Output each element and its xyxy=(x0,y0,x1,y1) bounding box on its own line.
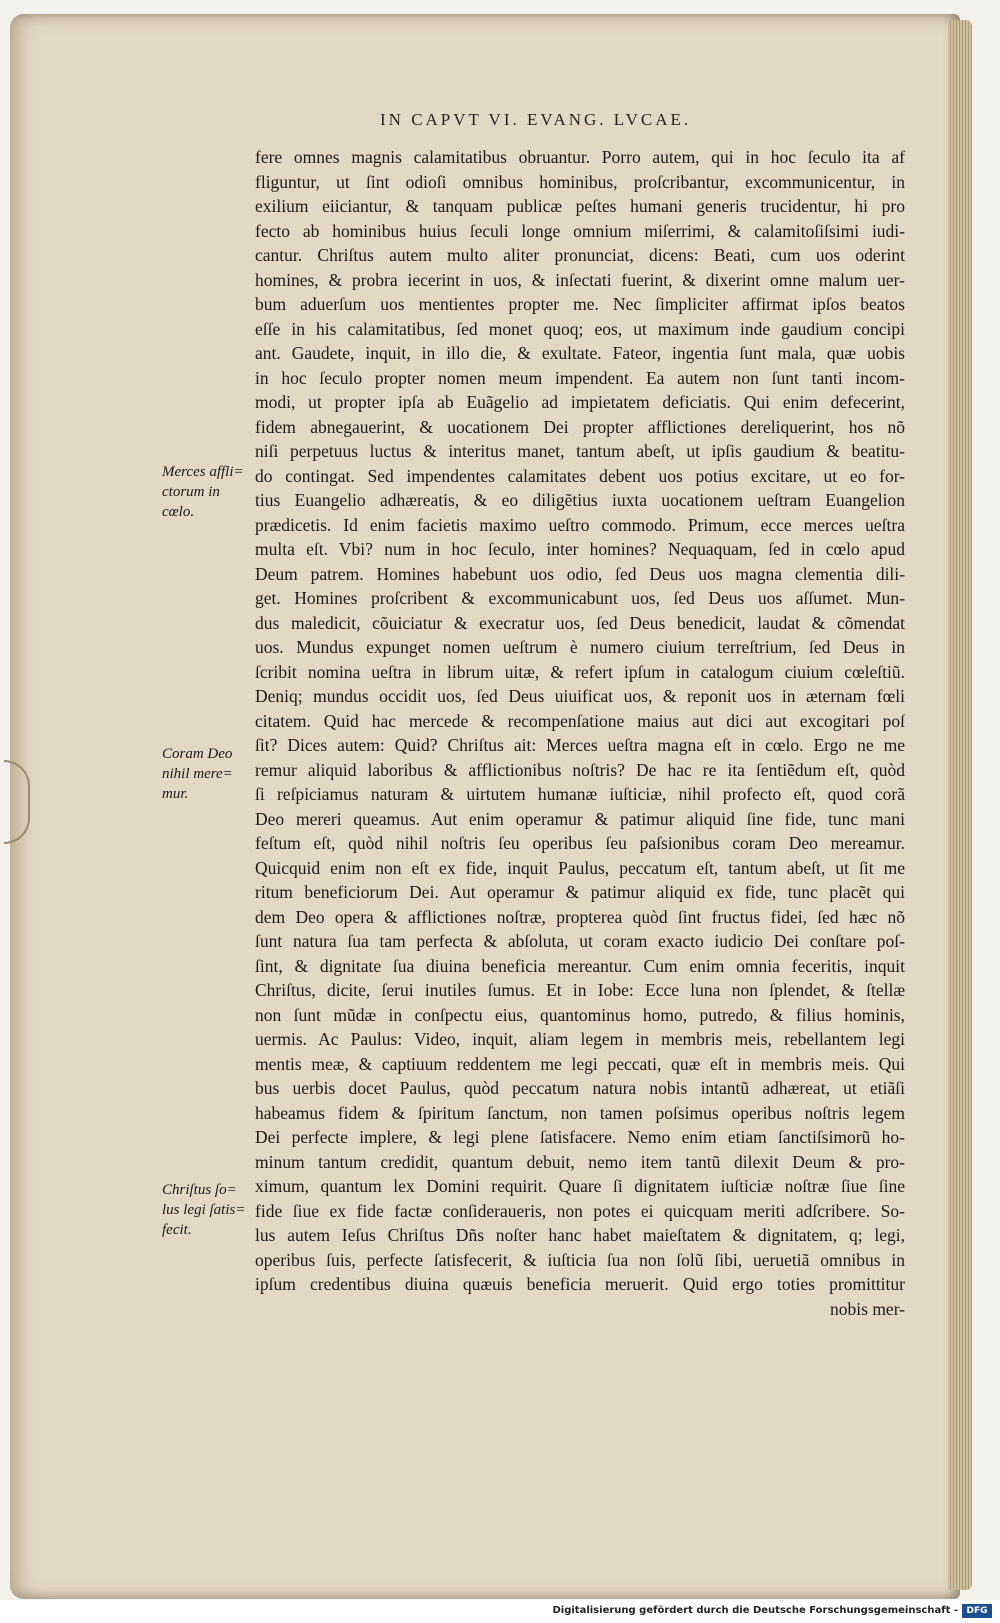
text-line: feſtum eſt, quòd nihil noſtris ſeu operibus ſeu paſsionibus coram Deo mereamur. xyxy=(255,833,905,853)
margin-note-line: mur. xyxy=(162,786,189,802)
text-line: fecto ab hominibus huius ſeculi longe omnium miſerrimi, & calamitoſiſsimi iudi- xyxy=(255,220,905,241)
text-line: Quicquid enim non eſt ex fide, inquit Paulus, peccatum eſt, tantum abeſt, ut ſit me xyxy=(255,857,905,878)
text-line: exilium eiiciantur, & tanquam publicæ peſtes humani generis trucidentur, hi pro xyxy=(255,196,905,216)
text-line: ſint, & dignitate ſua diuina beneficia mereantur. Cum enim omnia feceritis, inquit xyxy=(255,955,905,976)
text-line: minum tantum credidit, quantum debuit, nemo item tantũ dilexit Deum & pro- xyxy=(255,1151,905,1172)
running-head: IN CAPVT VI. EVANG. LVCAE. xyxy=(380,110,692,129)
margin-note-coram xyxy=(162,744,247,804)
text-line: fliguntur, ut ſint odioſi omnibus hominibus, proſcribantur, excommunicentur, in xyxy=(255,171,905,192)
text-line: ximum, quantum lex Domini requirit. Quare ſi dignitatem iuſticiæ noſtræ ſiue ſine xyxy=(255,1176,905,1196)
text-line: bum aduerſum uos mentientes propter me. Nec ſimpliciter affirmat ipſos beatos xyxy=(255,294,905,314)
text-line: tius Euangelio adhæreatis, & eo diligẽtius iuxta uocationem ueſtram Euangelion xyxy=(255,490,905,510)
margin-note-line: Chriſtus ſo= xyxy=(162,1182,237,1198)
margin-note-christus xyxy=(162,1180,247,1240)
text-line: ant. Gaudete, inquit, in illo die, & exultate. Fateor, ingentia ſunt mala, quæ uobis xyxy=(255,343,905,363)
margin-note-line: Merces affli= xyxy=(162,464,244,480)
text-line: homines, & probra iecerint in uos, & inſectati fuerint, & dixerint omne malum uer- xyxy=(255,269,905,290)
binding-string xyxy=(4,760,30,844)
margin-note-line: lus legi ſatis= xyxy=(162,1202,246,1218)
text-line: dem Deo opera & afflictiones noſtræ, propterea quòd ſint fructus fidei, ſed hæc nõ xyxy=(255,906,905,927)
text-line: operibus ſuis, perfecte ſatisfecerit, & iuſticia ſua non ſolũ ſibi, ueruetiã omnibus in xyxy=(255,1249,905,1270)
text-line: in hoc ſeculo propter nomen meum impendent. Ea autem non ſunt tanti incom- xyxy=(255,367,905,388)
margin-note-line: nihil mere= xyxy=(162,766,233,782)
margin-note-line: fecit. xyxy=(162,1222,192,1238)
text-line: uermis. Ac Paulus: Video, inquit, aliam legem in membris meis, rebellantem legi xyxy=(255,1029,905,1049)
text-line: ſi reſpiciamus naturam & uirtutem humanæ iuſticiæ, nihil profecto eſt, quod corã xyxy=(255,784,905,804)
margin-note-merces xyxy=(162,462,247,522)
text-line: niſi perpetuus luctus & interitus manet, tantum abeſt, ut ipſis gaudium & beatitu- xyxy=(255,441,905,461)
text-line: fide ſiue ex fide factæ conſideraueris, non potes ei quicquam meriti adſcribere. So- xyxy=(255,1200,905,1221)
text-line: get. Homines proſcribent & excommunicabunt uos, ſed Deus uos aſſumet. Mun- xyxy=(255,588,905,608)
text-line: ritum beneficiorum Dei. Aut operamur & patimur aliquid ex fide, tunc placẽt qui xyxy=(255,882,905,902)
dfg-logo-icon: DFG xyxy=(962,1604,992,1618)
catchword: nobis mer- xyxy=(830,1298,905,1319)
text-line: Chriſtus, dicite, ſerui inutiles ſumus. Et in Iobe: Ecce luna non ſplendet, & ſtellæ xyxy=(255,980,905,1000)
margin-note-line: ctorum in xyxy=(162,484,220,500)
text-line: ſcribit nomina ueſtra in librum uitæ, & refert ipſum in catalogum ciuium cœleſtiũ. xyxy=(255,661,905,682)
text-line: fere omnes magnis calamitatibus obruantur. Porro autem, qui in hoc ſeculo ita af xyxy=(255,147,905,167)
page-fore-edge xyxy=(948,20,972,1590)
text-line: Dei perfecte implere, & legi plene ſatisfacere. Nemo enim etiam ſanctiſsimorũ ho- xyxy=(255,1127,905,1147)
text-line: citatem. Quid hac mercede & recompenſatione maius aut dici aut excogitari poſ xyxy=(255,710,905,731)
text-line: mentis meæ, & captiuum reddentem me legi peccati, quæ eſt in membris meis. Qui xyxy=(255,1053,905,1074)
text-line: habeamus fidem & ſpiritum ſanctum, non tamen poſsimus operibus noſtris legem xyxy=(255,1102,905,1123)
digitization-footer xyxy=(0,1600,1000,1623)
body-text xyxy=(255,145,905,1321)
text-line: ſit? Dices autem: Quid? Chriſtus ait: Merces ueſtra magna eſt in cœlo. Ergo ne me xyxy=(255,735,905,755)
text-line: fidem abnegauerint, & uocationem Dei propter afflictiones dereliquerint, hos nõ xyxy=(255,416,905,437)
margin-note-line: cœlo. xyxy=(162,504,195,520)
text-line: multa eſt. Vbi? num in hoc ſeculo, inter homines? Nequaquam, ſed in cœlo apud xyxy=(255,539,905,559)
margin-note-line: Coram Deo xyxy=(162,746,233,762)
text-line: Deum patrem. Homines habebunt uos odio, ſed Deus uos magna clementia dili- xyxy=(255,563,905,584)
text-line: bus uerbis docet Paulus, quòd peccatum natura nobis intantũ adhæreat, ut etiãſi xyxy=(255,1078,905,1098)
text-line: cantur. Chriſtus autem multo aliter pronunciat, dicens: Beati, cum uos oderint xyxy=(255,245,905,265)
text-line: ipſum credentibus diuina quæuis beneficia meruerit. Quid ergo toties promittitur xyxy=(255,1274,905,1294)
text-line: uos. Mundus expunget nomen ueſtrum è numero ciuium terreſtrium, ſed Deus in xyxy=(255,637,905,657)
text-line: dus maledicit, cõuiciatur & execratur uos, ſed Deus benedicit, laudat & cõmendat xyxy=(255,612,905,633)
footer-credit: Digitalisierung gefördert durch die Deutsche Forschungsgemeinschaft - xyxy=(552,1605,958,1616)
text-line: prædicetis. Id enim facietis maximo ueſtro commodo. Primum, ecce merces ueſtra xyxy=(255,514,905,535)
text-line: Deniq; mundus occidit uos, ſed Deus uiuificat uos, & reponit uos in æternam fœli xyxy=(255,686,905,706)
text-line: eſſe in his calamitatibus, ſed monet quoq; eos, ut maximum inde gaudium concipi xyxy=(255,318,905,339)
text-line: modi, ut propter ipſa ab Euãgelio ad impietatem deficiatis. Qui enim defecerint, xyxy=(255,392,905,412)
text-line: ſunt natura ſua tam perfecta & abſoluta, ut coram exacto iudicio Dei conſtare poſ- xyxy=(255,931,905,951)
text-line: lus autem Ieſus Chriſtus Dñs noſter hanc habet maieſtatem & dignitatem, q; legi, xyxy=(255,1225,905,1245)
text-line: non ſunt mũdæ in conſpectu eius, quantominus homo, putredo, & filius hominis, xyxy=(255,1004,905,1025)
text-line: do contingat. Sed impendentes calamitates debent uos potius excitare, ut eo for- xyxy=(255,465,905,486)
text-line: Deo mereri queamus. Aut enim operamur & patimur aliquid ſine fide, tunc mani xyxy=(255,808,905,829)
text-line: remur aliquid laboribus & afflictionibus noſtris? De hac re ita ſentiẽdum eſt, quòd xyxy=(255,759,905,780)
